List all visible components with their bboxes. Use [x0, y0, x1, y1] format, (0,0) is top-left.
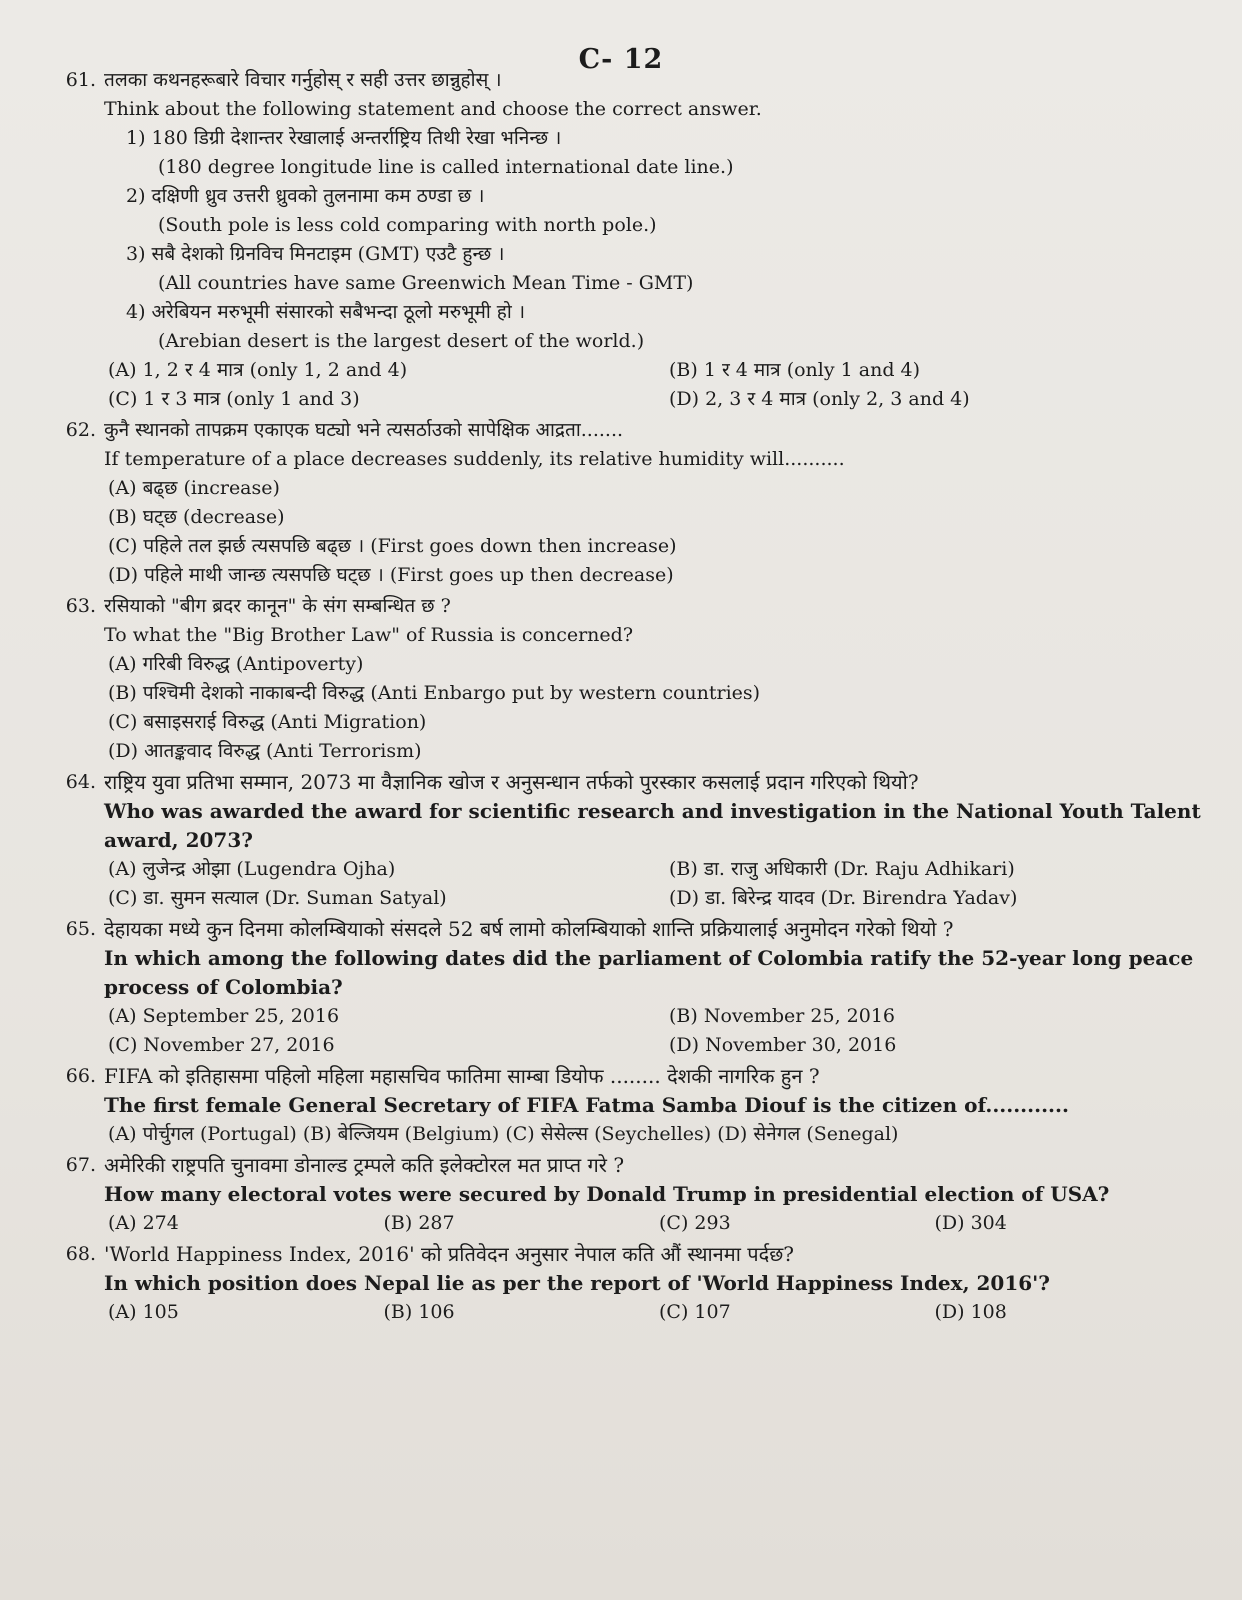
option-c: (C) पहिले तल झर्छ त्यसपछि बढ्छ । (First goes down then increase) [108, 535, 677, 557]
question-text-nepali: 'World Happiness Index, 2016' को प्रतिवेदन अनुसार नेपाल कति औं स्थानमा पर्दछ? [104, 1242, 794, 1266]
question-text-nepali: FIFA को इतिहासमा पहिलो महिला महासचिव फातिमा साम्बा डियोफ ........ देशकी नागरिक हुन ? [104, 1064, 820, 1088]
answer-options [104, 1298, 1210, 1327]
statement-english: (Arebian desert is the largest desert of the world.) [158, 330, 645, 352]
statement-1 [104, 124, 1210, 182]
option-b: (B) November 25, 2016 [669, 1005, 896, 1027]
option-b: (B) 287 [383, 1212, 455, 1234]
question-62 [40, 416, 1210, 590]
question-66 [40, 1062, 1210, 1149]
option-d: (D) November 30, 2016 [669, 1034, 897, 1056]
option-a: (A) September 25, 2016 [108, 1005, 340, 1027]
question-number: 66. [65, 1065, 96, 1087]
option-d: (D) आतङ्कवाद विरुद्ध (Anti Terrorism) [108, 740, 422, 762]
option-c: (C) डा. सुमन सत्याल (Dr. Suman Satyal) [108, 887, 447, 909]
question-text-english: In which position does Nepal lie as per the report of 'World Happiness Index, 2016'? [104, 1271, 1051, 1295]
question-number: 67. [65, 1154, 96, 1176]
question-text-nepali: देहायका मध्ये कुन दिनमा कोलम्बियाको संसदले 52 बर्ष लामो कोलम्बियाको शान्ति प्रक्रियालाई अनुमोदन गरेको थियो ? [104, 917, 954, 941]
option-d: (D) पहिले माथी जान्छ त्यसपछि घट्छ । (First goes up then decrease) [108, 564, 674, 586]
option-d: (D) 2, 3 र 4 मात्र (only 2, 3 and 4) [669, 388, 970, 410]
question-number: 65. [65, 918, 96, 940]
question-61 [40, 66, 1210, 414]
question-text-nepali: कुनै स्थानको तापक्रम एकाएक घट्यो भने त्यसर्ठाउको सापेक्षिक आद्रता....... [104, 419, 624, 441]
answer-options [104, 1209, 1210, 1238]
statement-english: (South pole is less cold comparing with north pole.) [158, 214, 657, 236]
question-text-english: Who was awarded the award for scientific research and investigation in the National Youth Talent award, 2073? [104, 799, 1201, 852]
option-a: (A) लुजेन्द्र ओझा (Lugendra Ojha) [108, 858, 396, 880]
option-c: (C) बसाइसराई विरुद्ध (Anti Migration) [108, 711, 427, 733]
option-b: (B) पश्चिमी देशको नाकाबन्दी विरुद्ध (Anti Enbargo put by western countries) [108, 682, 761, 704]
statement-english: (All countries have same Greenwich Mean Time - GMT) [158, 272, 694, 294]
statement-3 [104, 240, 1210, 298]
question-text-english: The first female General Secretary of FIFA Fatma Samba Diouf is the citizen of............ [104, 1093, 1069, 1117]
question-text-english: If temperature of a place decreases suddenly, its relative humidity will.......... [104, 448, 845, 470]
option-d: (D) 108 [934, 1301, 1007, 1323]
option-a: (A) बढ्छ (increase) [108, 477, 280, 499]
option-c: (C) 107 [659, 1301, 731, 1323]
question-text-english: Think about the following statement and choose the correct answer. [104, 98, 762, 120]
question-65 [40, 915, 1210, 1060]
question-number: 62. [65, 419, 96, 441]
option-c: (C) 1 र 3 मात्र (only 1 and 3) [108, 388, 360, 410]
option-b: (B) घट्छ (decrease) [108, 506, 285, 528]
question-text-nepali: राष्ट्रिय युवा प्रतिभा सम्मान, 2073 मा वैज्ञानिक खोज र अनुसन्धान तर्फको पुरस्कार कसलाई प्रदान गरिएको थियो? [104, 770, 919, 794]
answer-options [104, 1002, 1210, 1060]
statement-english: (180 degree longitude line is called international date line.) [158, 156, 734, 178]
question-text-english: In which among the following dates did the parliament of Colombia ratify the 52-year long peace process of Colombia? [104, 946, 1194, 999]
question-64 [40, 768, 1210, 913]
question-text-nepali: रसियाको "बीग ब्रदर कानून" के संग सम्बन्धित छ ? [104, 595, 451, 617]
answer-options [104, 650, 1210, 766]
statement-nepali: 2) दक्षिणी ध्रुव उत्तरी ध्रुवको तुलनामा कम ठण्डा छ । [126, 185, 485, 207]
question-text-nepali: तलका कथनहरूबारे विचार गर्नुहोस् र सही उत्तर छान्नुहोस् । [104, 69, 502, 91]
option-a: (A) 105 [108, 1301, 179, 1323]
page-header: C- 12 [578, 44, 664, 75]
question-text-english: To what the "Big Brother Law" of Russia is concerned? [104, 624, 634, 646]
statement-nepali: 1) 180 डिग्री देशान्तर रेखालाई अन्तर्राष्ट्रिय तिथी रेखा भनिन्छ । [126, 127, 562, 149]
answer-options [104, 1120, 1210, 1149]
option-a: (A) 274 [108, 1212, 179, 1234]
statement-nepali: 3) सबै देशको ग्रिनविच मिनटाइम (GMT) एउटै हुन्छ । [126, 243, 505, 265]
option-d: (D) 304 [934, 1212, 1007, 1234]
question-text-nepali: अमेरिकी राष्ट्रपति चुनावमा डोनाल्ड ट्रम्पले कति इलेक्टोरल मत प्राप्त गरे ? [104, 1153, 625, 1177]
question-67 [40, 1151, 1210, 1238]
statement-4 [104, 298, 1210, 356]
question-number: 63. [65, 595, 96, 617]
question-number: 64. [65, 771, 96, 793]
answer-options [104, 356, 1210, 414]
options-line: (A) पोर्चुगल (Portugal) (B) बेल्जियम (Belgium) (C) सेसेल्स (Seychelles) (D) सेनेगल (Senegal) [108, 1123, 899, 1145]
answer-options [104, 474, 1210, 590]
option-c: (C) November 27, 2016 [108, 1034, 335, 1056]
option-a: (A) 1, 2 र 4 मात्र (only 1, 2 and 4) [108, 359, 408, 381]
question-68 [40, 1240, 1210, 1327]
option-c: (C) 293 [659, 1212, 731, 1234]
option-a: (A) गरिबी विरुद्ध (Antipoverty) [108, 653, 364, 675]
statement-nepali: 4) अरेबियन मरुभूमी संसारको सबैभन्दा ठूलो मरुभूमी हो । [126, 301, 526, 323]
option-b: (B) 1 र 4 मात्र (only 1 and 4) [669, 359, 921, 381]
answer-options [104, 855, 1210, 913]
option-d: (D) डा. बिरेन्द्र यादव (Dr. Birendra Yadav) [669, 887, 1018, 909]
question-number: 68. [65, 1243, 96, 1265]
question-text-english: How many electoral votes were secured by Donald Trump in presidential election of USA? [104, 1182, 1110, 1206]
question-number: 61. [65, 69, 96, 91]
statement-2 [104, 182, 1210, 240]
option-b: (B) 106 [383, 1301, 455, 1323]
question-63 [40, 592, 1210, 766]
question-list [40, 66, 1210, 1329]
option-b: (B) डा. राजु अधिकारी (Dr. Raju Adhikari) [669, 858, 1015, 880]
